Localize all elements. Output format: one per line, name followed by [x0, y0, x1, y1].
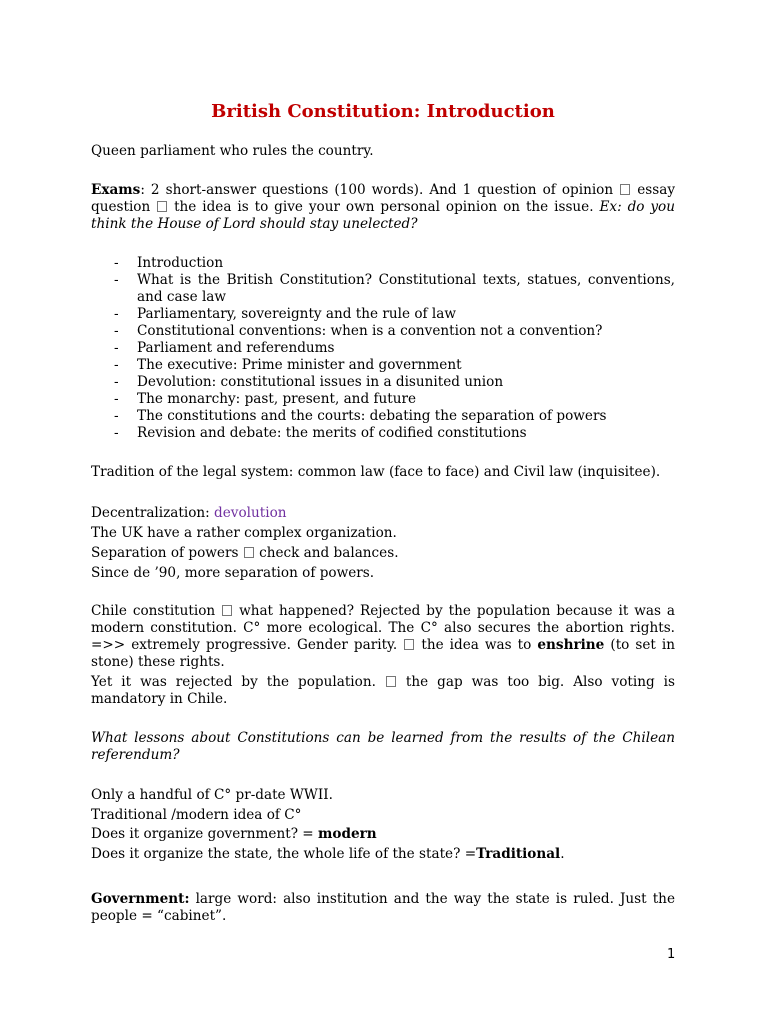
arrow-icon [386, 676, 396, 687]
chile-paragraph-2: Yet it was rejected by the population. the gap was too big. Also voting is mandatory in Chile. [91, 674, 676, 707]
separation-line: Separation of powers check and balances. [91, 545, 399, 561]
government-label: Government: [91, 891, 190, 907]
chile-paragraph: Chile constitution what happened? Rejected by the population because it was a modern constitution. C° more ecological. The C° also secures the abortion rights. =>> extremely progressive. Gender parity. the idea was to enshrine (to set in stone) these rights. [91, 603, 676, 670]
list-item: - Devolution: constitutional issues in a disunited union [91, 374, 675, 391]
exams-label: Exams [91, 182, 141, 198]
list-item: - The monarchy: past, present, and future [91, 391, 675, 408]
list-item: - Parliamentary, sovereignty and the rule of law [91, 306, 675, 323]
arrow-icon [157, 201, 167, 212]
document-page [91, 100, 675, 925]
devolution-term: devolution [214, 505, 287, 521]
question-paragraph: What lessons about Constitutions can be learned from the results of the Chilean referendum? [91, 730, 675, 763]
tradition-line: Tradition of the legal system: common law (face to face) and Civil law (inquisitee). [91, 464, 661, 480]
exams-example: Ex: do you think the House of Lord should stay unelected? [91, 199, 675, 232]
document-title: British Constitution: Introduction [211, 101, 555, 122]
arrow-icon [244, 547, 254, 558]
handful-line: Only a handful of C° pr-date WWII. [91, 787, 333, 803]
list-item: - Revision and debate: the merits of codified constitutions [91, 425, 675, 442]
list-item: - Constitutional conventions: when is a convention not a convention? [91, 323, 675, 340]
decentralization-line: Decentralization: devolution [91, 505, 287, 521]
intro-line: Queen parliament who rules the country. [91, 143, 374, 159]
list-item: - The executive: Prime minister and government [91, 357, 675, 374]
arrow-icon [222, 605, 232, 616]
organize-state-line: Does it organize the state, the whole life of the state? =Traditional. [91, 845, 565, 862]
government-paragraph: Government: large word: also institution and the way the state is ruled. Just the people = “cabinet”. [91, 891, 675, 924]
exams-paragraph: Exams: 2 short-answer questions (100 words). And 1 question of opinion essay question the idea is to give your own personal opinion on the issue. Ex: do you think the House of Lord should stay unelected? [91, 182, 675, 232]
page-number: 1 [667, 947, 676, 962]
arrow-icon [404, 639, 414, 650]
list-item: - What is the British Constitution? Constitutional texts, statues, conventions, and case law [91, 272, 675, 306]
arrow-icon [620, 184, 630, 195]
topics-list [91, 255, 675, 442]
list-item: - Parliament and referendums [91, 340, 675, 357]
list-item: - The constitutions and the courts: debating the separation of powers [91, 408, 675, 425]
organize-government-line: Does it organize government? = modern [91, 826, 377, 842]
organization-line: The UK have a rather complex organization. [91, 525, 397, 541]
enshrine-term: enshrine [537, 637, 605, 653]
since-line: Since de ’90, more separation of powers. [91, 565, 375, 581]
list-item: - Introduction [91, 255, 675, 272]
traditional-modern-line: Traditional /modern idea of C° [91, 806, 302, 823]
